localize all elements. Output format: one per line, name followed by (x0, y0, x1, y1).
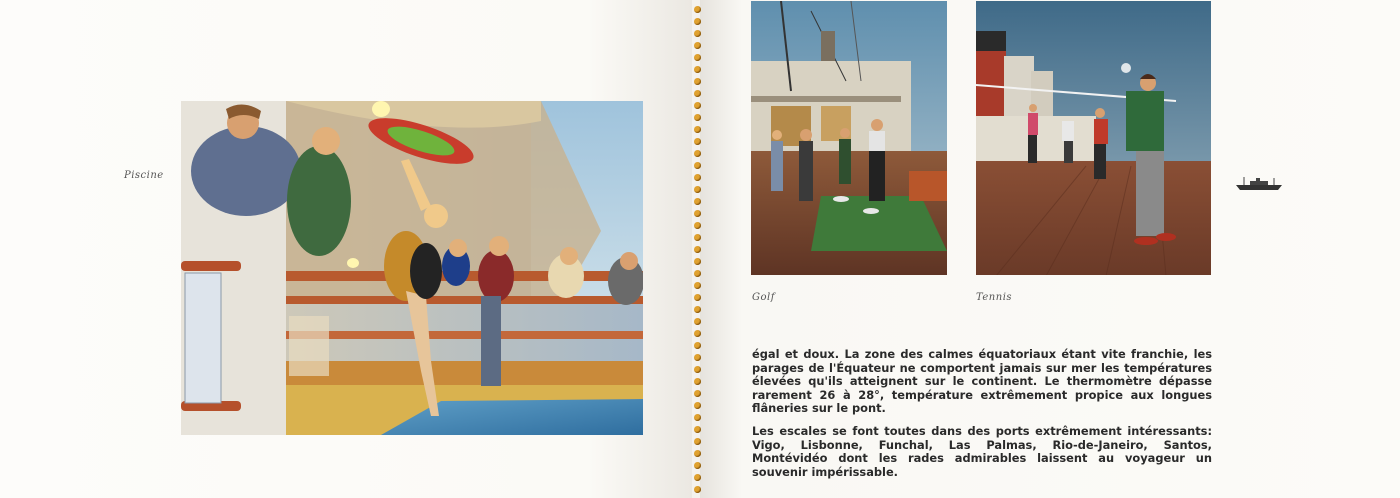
binding-ring (694, 390, 701, 397)
body-text (752, 348, 1212, 488)
binding-ring (694, 42, 701, 49)
binding-ring (694, 210, 701, 217)
binding-ring (694, 6, 701, 13)
pool-photo (181, 101, 643, 435)
binding-ring (694, 330, 701, 337)
binding-ring (694, 138, 701, 145)
binding-ring (694, 270, 701, 277)
ship-icon (1236, 176, 1284, 195)
binding-ring (694, 126, 701, 133)
binding-ring (694, 486, 701, 493)
binding-ring (694, 246, 701, 253)
binding-ring (694, 438, 701, 445)
binding-ring (694, 174, 701, 181)
paragraph-2: Les escales se font toutes dans des ports extrêmement intéressants: Vigo, Lisbonne, Funchal, Las Palmas, Rio-de-Janeiro, Santos, Montévidéo dont les rades admirables laissent au voyageur un souvenir impérissable. (752, 423, 1212, 479)
binding-ring (694, 450, 701, 457)
binding-ring (694, 162, 701, 169)
paragraph-1: égal et doux. La zone des calmes équatoriaux étant vite franchie, les parages de l'Équateur ne comportent jamais sur mer les températures élevées qu'ils atteignent sur le continent. Le thermomètre dépasse rarement 26 à 28°, température extrêmement propice aux longues flâneries sur le pont. (752, 347, 1212, 416)
binding-ring (694, 306, 701, 313)
binding-ring (694, 30, 701, 37)
tennis-photo (976, 1, 1211, 275)
binding-ring (694, 18, 701, 25)
binding-ring (694, 102, 701, 109)
binding-ring (694, 66, 701, 73)
golf-photo (751, 1, 947, 275)
binding-ring (694, 354, 701, 361)
binding-ring (694, 114, 701, 121)
binding-ring (694, 222, 701, 229)
binding-ring (694, 318, 701, 325)
binding-ring (694, 90, 701, 97)
binding-ring (694, 54, 701, 61)
binding-ring (694, 414, 701, 421)
binding-ring (694, 198, 701, 205)
binding-ring (694, 294, 701, 301)
binding-ring (694, 234, 701, 241)
binding-ring (694, 366, 701, 373)
binding-ring (694, 426, 701, 433)
binding-ring (694, 462, 701, 469)
golf-caption: Golf (752, 292, 775, 303)
binding-ring (694, 150, 701, 157)
binding-ring (694, 474, 701, 481)
binding-ring (694, 186, 701, 193)
binding-ring (694, 402, 701, 409)
binding-ring (694, 78, 701, 85)
binding-ring (694, 342, 701, 349)
pool-caption: Piscine (124, 170, 164, 181)
tennis-caption: Tennis (976, 292, 1013, 303)
binding-ring (694, 258, 701, 265)
binding-ring (694, 378, 701, 385)
binding-ring (694, 282, 701, 289)
spiral-binding (686, 0, 706, 498)
